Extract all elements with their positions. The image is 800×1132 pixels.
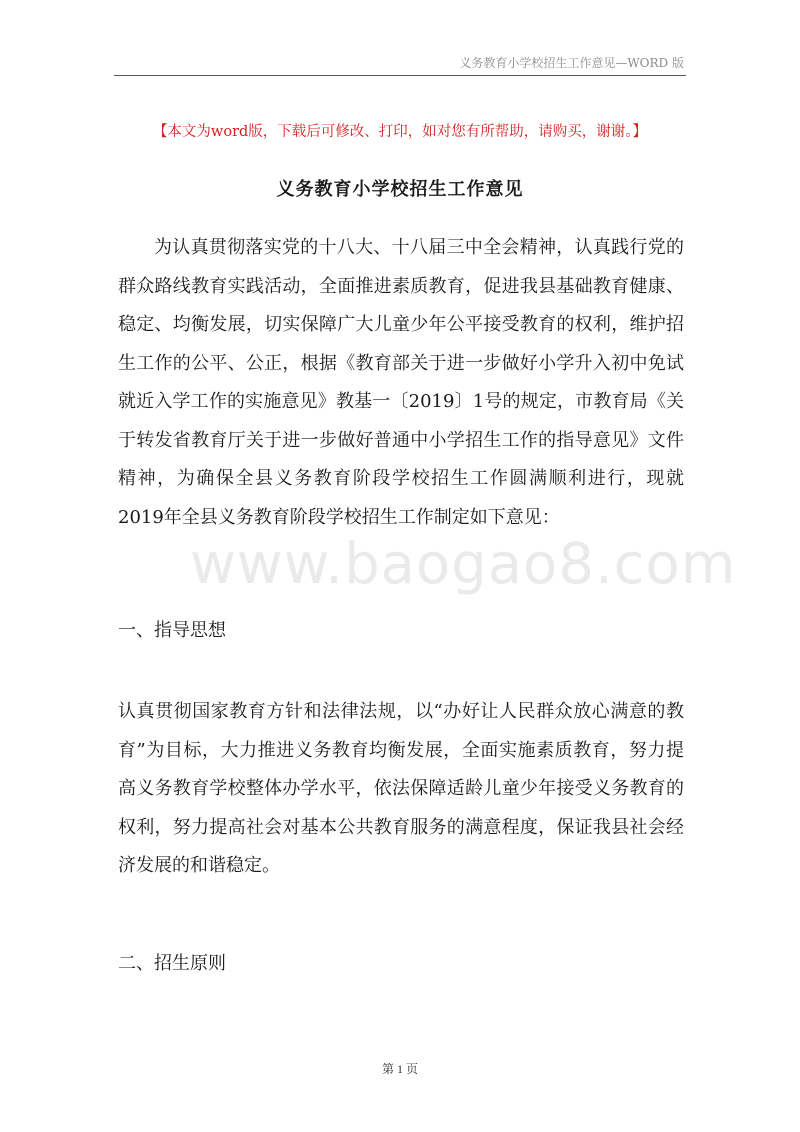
footer-prefix: 第 bbox=[381, 1062, 394, 1076]
intro-paragraph: 为认真贯彻落实党的十八大、十八届三中全会精神，认真践行党的群众路线教育实践活动，全面推进素质教育，促进我县基础教育健康、稳定、均衡发展，切实保障广大儿童少年公平接受教育的权利，维护招生工作的公平、公正，根据《教育部关于进一步做好小学升入初中免试就近入学工作的实施意见》教基一〔2019〕1号的规定，市教育局《关于转发省教育厅关于进一步做好普通中小学招生工作的指导意见》文件精神，为确保全县义务教育阶段学校招生工作圆满顺利进行，现就2019年全县义务教育阶段学校招生工作制定如下意见： bbox=[118, 237, 684, 528]
watermark: www.baogao8.com bbox=[190, 532, 737, 597]
footer-suffix: 页 bbox=[406, 1062, 419, 1076]
document-title: 义务教育小学校招生工作意见 bbox=[276, 179, 524, 200]
section-paragraph-guiding-ideology: 认真贯彻国家教育方针和法律法规，以“办好让人民群众放心满意的教育”为目标，大力推进义务教育均衡发展，全面实施素质教育，努力提高义务教育学校整体办学水平，依法保障适龄儿童少年接受义务教育的权利，努力提高社会对基本公共教育服务的满意程度，保证我县社会经济发展的和谐稳定。 bbox=[118, 701, 684, 876]
section-heading-guiding-ideology: 一、指导思想 bbox=[118, 620, 226, 641]
header-divider bbox=[114, 75, 686, 76]
section-heading-enrollment-principles: 二、招生原则 bbox=[118, 953, 226, 974]
page-number: 1 bbox=[397, 1062, 403, 1076]
running-header: 义务教育小学校招生工作意见—WORD 版 bbox=[459, 56, 684, 70]
page-footer bbox=[0, 1060, 800, 1077]
purchase-notice: 【本文为word版，下载后可修改、打印，如对您有所帮助，请购买，谢谢。】 bbox=[152, 124, 648, 140]
